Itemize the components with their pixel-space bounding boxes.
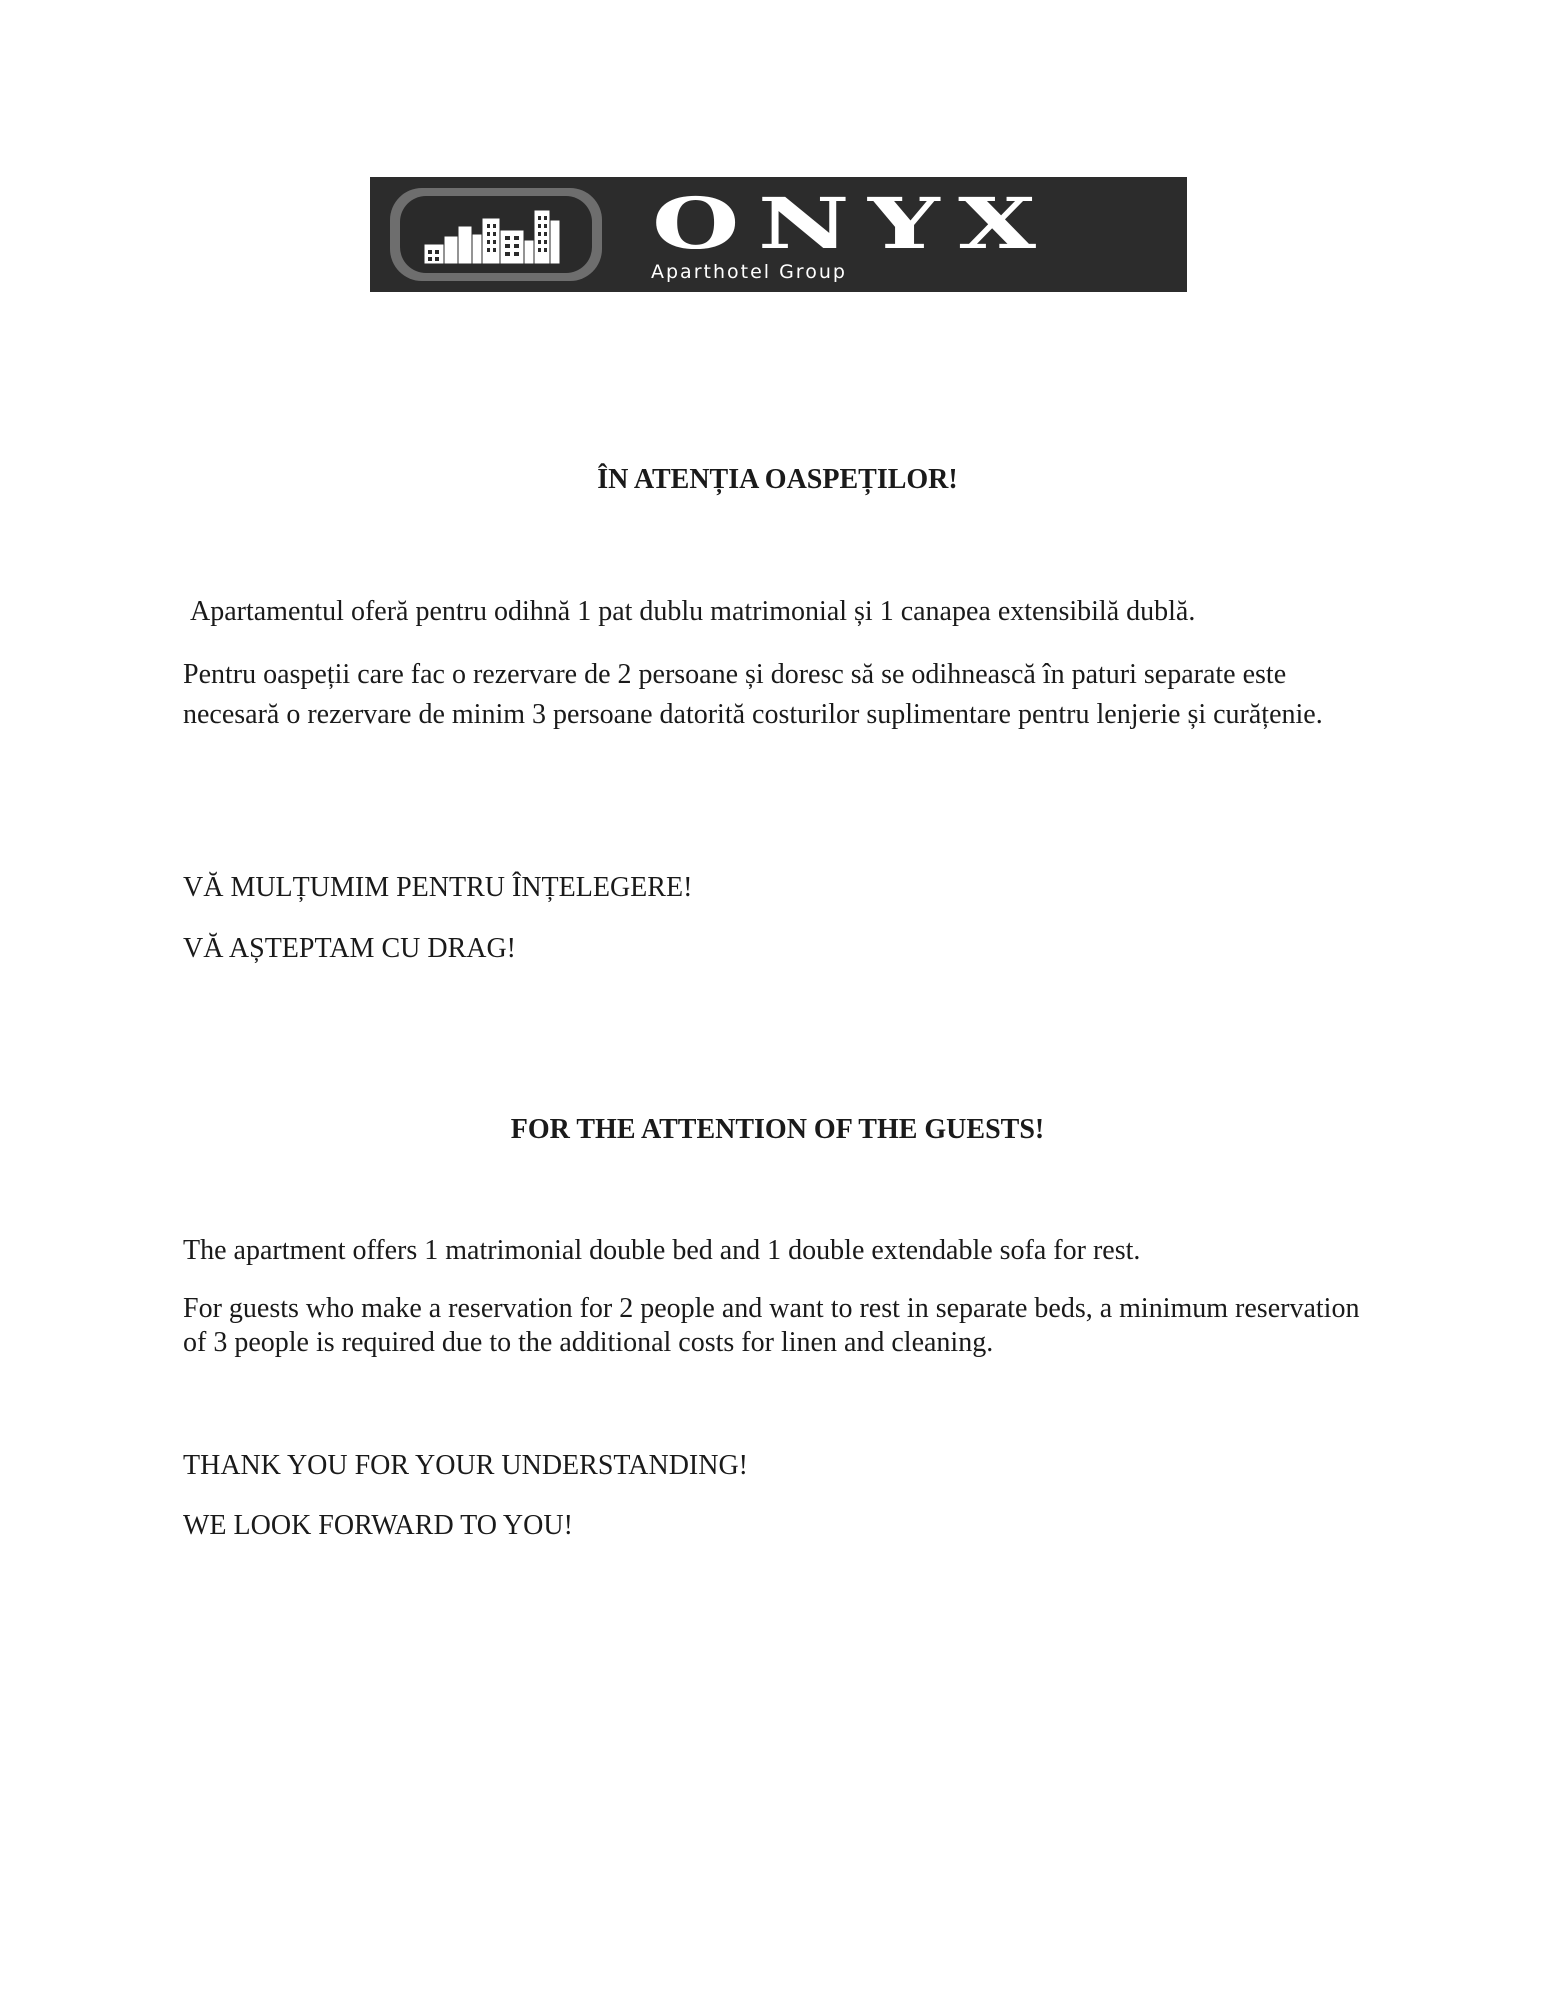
english-paragraph-1: The apartment offers 1 matrimonial double bed and 1 double extendable sofa for rest. [183, 1235, 1141, 1266]
romanian-closing: VĂ AȘTEPTAM CU DRAG! [183, 933, 517, 964]
logo-wordmark: ONYX [652, 182, 1055, 265]
romanian-paragraph-2: Pentru oaspeții care fac o rezervare de 2 persoane și doresc să se odihnească în paturi separate este necesară o rezervare de minim 3 persoane datorită costurilor suplimentare pentru lenjerie și curățenie. [183, 659, 1323, 730]
english-thanks: THANK YOU FOR YOUR UNDERSTANDING! [183, 1450, 749, 1481]
romanian-heading: ÎN ATENȚIA OASPEȚILOR! [597, 464, 958, 495]
logo-tagline: Aparthotel Group [651, 261, 847, 283]
city-skyline-icon [416, 200, 576, 270]
romanian-thanks: VĂ MULȚUMIM PENTRU ÎNȚELEGERE! [183, 872, 693, 903]
english-closing: WE LOOK FORWARD TO YOU! [183, 1510, 573, 1541]
romanian-paragraph-1: Apartamentul oferă pentru odihnă 1 pat dublu matrimonial și 1 canapea extensibilă dublă. [190, 596, 1196, 627]
city-badge [390, 188, 602, 281]
english-heading: FOR THE ATTENTION OF THE GUESTS! [510, 1114, 1045, 1145]
english-paragraph-2: For guests who make a reservation for 2 people and want to rest in separate beds, a minimum reservation of 3 people is required due to the additional costs for linen and cleaning. [183, 1293, 1360, 1358]
onyx-logo [370, 177, 1187, 292]
